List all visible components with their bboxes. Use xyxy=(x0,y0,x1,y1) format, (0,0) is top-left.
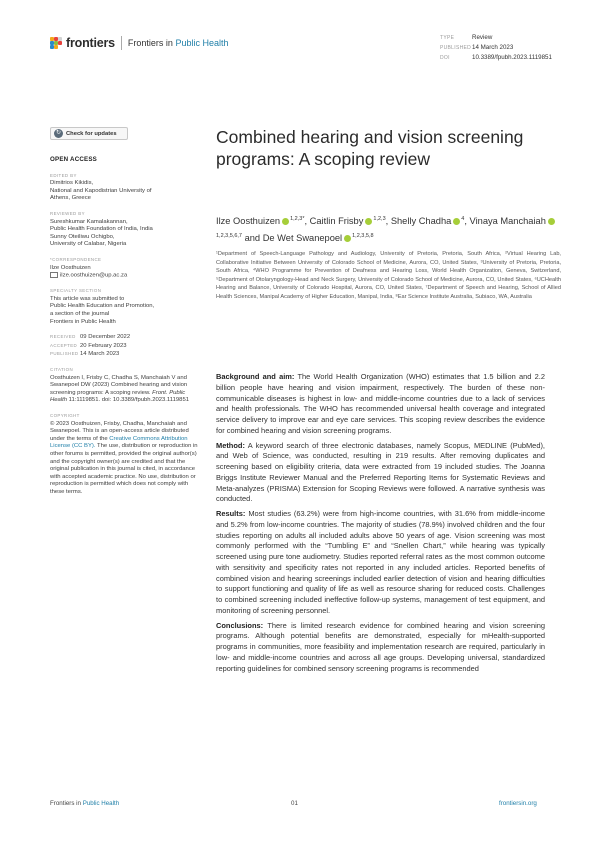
citation-part: 11:1119851. doi: 10.3389/fpubh.2023.1119851 xyxy=(68,397,189,404)
correspondence-block xyxy=(50,256,200,280)
divider xyxy=(121,36,122,50)
copyright-text xyxy=(50,421,200,497)
footer-journal[interactable] xyxy=(50,800,119,807)
author-affiliation-marker: 1,2,3* xyxy=(290,216,305,222)
meta-value: Review xyxy=(472,34,493,41)
affiliations: ¹Department of Speech-Language Pathology and Audiology, University of Pretoria, Pretoria, South Africa, ²Virtual Hearing Lab, Collaborative Initiative Between University of Colorado School of Medicine, Aurora, CO, United States, ³University of Pretoria, Pretoria, South Africa, ⁴WHO Programme for Prevention of Deafness and Hearing Loss, World Health Organization, Geneva, Switzerland, ⁵Department of Otolaryngology-Head and Neck Surgery, University of Colorado School of Medicine, Aurora, CO, United States, ⁶UCHealth Hearing and Balance, University of Colorado Hospital, Aurora, CO, United States, ⁷Department of Speech and Hearing, School of Allied Health Sciences, Manipal Academy of Higher Education, Manipal, India, ⁸Ear Science Institute Australia, Subiaco, WA, Australia xyxy=(216,251,561,300)
reviewer-line: University of Calabar, Nigeria xyxy=(50,241,127,248)
author-affiliation-marker: 4 xyxy=(461,216,465,222)
date-accepted: 20 February 2023 xyxy=(80,342,127,349)
author-affiliation-marker: 1,2,3 xyxy=(373,216,386,222)
correspondence-name: Ilze Oosthuizen xyxy=(50,264,91,271)
meta-value: 14 March 2023 xyxy=(472,44,514,51)
reviewed-by-block xyxy=(50,210,200,249)
check-for-updates-button[interactable] xyxy=(50,127,128,140)
author-separator: , xyxy=(464,216,467,227)
specialty-line: a section of the journal xyxy=(50,311,110,318)
specialty-line: Public Health Education and Promotion, xyxy=(50,303,155,310)
abstract-text: There is limited research evidence for combined hearing and vision screening programs. Although potential benefits are demonstrated, especially for mHealth-supported programs in communities, more feasibility and implementation research are required, particularly in low- and middle-income countries and across all age groups. Developing universal, standardized reporting guidelines for combined sensory screening programs is recommended xyxy=(216,620,546,673)
orcid-icon[interactable] xyxy=(282,218,289,225)
footer-journal-name: Public Health xyxy=(82,800,120,807)
author-name: Ilze Oosthuizen xyxy=(216,216,281,227)
orcid-icon[interactable] xyxy=(344,235,351,242)
edited-by-block xyxy=(50,172,200,203)
abstract-conclusions xyxy=(216,621,545,675)
open-access-label: OPEN ACCESS xyxy=(50,156,98,163)
section-label: REVIEWED BY xyxy=(50,210,85,216)
date-label: ACCEPTED xyxy=(50,342,78,348)
orcid-icon[interactable] xyxy=(365,218,372,225)
article-meta xyxy=(440,33,552,63)
abstract-text: The World Health Organization (WHO) estimates that 1.5 billion and 2.2 billion people have hearing and vision impairment, respectively. The burden of these non-communicable diseases is highest in low- and middle-income countries due to a lack of services and health professionals. The WHO has recommended universal health coverage and integrated service delivery to improve ear and eye care services. This scoping review describes the evidence for combined hearing and vision screening programs. xyxy=(216,372,546,435)
abstract-method xyxy=(216,441,545,506)
copyright-block xyxy=(50,412,200,497)
page-number: 01 xyxy=(291,800,298,807)
author-list xyxy=(216,212,561,246)
abstract-heading: Results: xyxy=(216,509,246,518)
citation-part: Oosthuizen I, Frisby C, Chadha S, Manchaiah V and Swanepoel DW (2023) Combined hearing and vision screening programs: A scoping review. xyxy=(50,374,188,396)
brand-name: frontiers xyxy=(66,36,115,50)
journal-name[interactable] xyxy=(128,38,229,48)
editor-line: Athens, Greece xyxy=(50,195,91,202)
section-label: CITATION xyxy=(50,367,74,373)
editor-line: Dimitrios Kikidis, xyxy=(50,180,94,187)
footer-website-link[interactable]: frontiersin.org xyxy=(499,800,537,807)
citation-block xyxy=(50,366,200,405)
author-name: De Wet Swanepoel xyxy=(262,233,343,244)
correspondence-email[interactable]: ilze.oosthuizen@up.ac.za xyxy=(60,272,128,279)
citation-journal: Front. Public Health xyxy=(50,389,186,404)
meta-label: PUBLISHED xyxy=(440,45,472,51)
dates-block xyxy=(50,333,200,359)
doi-link[interactable]: 10.3389/fpubh.2023.1119851 xyxy=(472,54,552,61)
author-separator: , xyxy=(304,216,308,227)
date-received: 09 December 2022 xyxy=(80,334,131,341)
citation-text xyxy=(50,375,200,405)
meta-published xyxy=(440,43,552,53)
specialty-line: This article was submitted to xyxy=(50,295,125,302)
article-title: Combined hearing and vision screening programs: A scoping review xyxy=(216,127,524,169)
meta-label: DOI xyxy=(440,55,450,61)
date-label: PUBLISHED xyxy=(50,351,79,357)
author[interactable] xyxy=(391,216,467,226)
section-label: EDITED BY xyxy=(50,172,77,178)
abstract-results xyxy=(216,509,545,617)
publisher-logo[interactable] xyxy=(50,36,228,50)
orcid-icon[interactable] xyxy=(453,218,460,225)
correspondence-email-row[interactable] xyxy=(50,272,200,280)
author[interactable] xyxy=(310,216,389,226)
specialty-block xyxy=(50,287,200,326)
author-name: Vinaya Manchaiah xyxy=(469,216,546,227)
article-sidebar xyxy=(50,156,200,504)
copyright-part: © 2023 Oosthuizen, Frisby, Chadha, Manchaiah and Swanepoel. This is an open-access article distributed under the terms of the xyxy=(50,420,189,442)
meta-doi xyxy=(440,53,552,63)
author-separator: and xyxy=(242,233,261,244)
check-for-updates-label: Check for updates xyxy=(66,130,117,137)
author-name: Caitlin Frisby xyxy=(309,216,364,227)
reviewer-line: Sunny Oteiliwu Ochigbo, xyxy=(50,233,115,240)
section-label: SPECIALTY SECTION xyxy=(50,288,102,294)
license-link[interactable]: Creative Commons Attribution License (CC BY). xyxy=(50,435,188,450)
section-label: *CORRESPONDENCE xyxy=(50,256,102,262)
journal-prefix: Frontiers in xyxy=(127,38,173,48)
reviewer-line: Public Health Foundation of India, India xyxy=(50,226,153,233)
refresh-icon: ↻ xyxy=(55,130,62,136)
author-affiliation-marker: 1,2,3,5,8 xyxy=(352,233,374,240)
reviewer-line: Sureshkumar Kamalakannan, xyxy=(50,218,128,225)
journal-title: Public Health xyxy=(175,38,229,48)
author-separator: , xyxy=(385,216,389,227)
meta-type xyxy=(440,33,552,43)
mail-icon xyxy=(50,272,58,278)
footer-journal-prefix: Frontiers in xyxy=(50,800,81,807)
date-published: 14 March 2023 xyxy=(80,351,120,358)
frontiers-logo-icon xyxy=(50,37,62,49)
section-label: COPYRIGHT xyxy=(50,413,80,418)
copyright-part: The use, distribution or reproduction in other forums is permitted, provided the original author(s) and the copyright owner(s) are credited and that the original publication in this journal is cited, in accordance with accepted academic practice. No use, distribution or reproduction is permitted which does not comply with these terms. xyxy=(50,443,198,495)
abstract-heading: Conclusions: xyxy=(216,620,264,630)
author-name: Shelly Chadha xyxy=(390,216,452,227)
author-affiliation-marker: 1,2,3,5,6,7 xyxy=(216,233,242,240)
date-label: RECEIVED xyxy=(50,334,76,340)
editor-line: National and Kapodistrian University of xyxy=(50,187,152,194)
abstract-heading: Background and aim: xyxy=(216,372,295,381)
abstract-heading: Method: xyxy=(216,440,245,450)
abstract-text: Most studies (63.2%) were from high-income countries, with 31.6% from middle-income and 5.2% from low-income countries. The majority of studies (78.9%) involved children and the four studies reporting on adults all included adults above 50 years of age. Vision screening was most commonly performed with the “Tumbling E” and “Snellen Chart,” while hearing was typically screened using pure tone audiometry. Studies reported referral rates as the most common outcome with sensitivity and specificity rates not reported in any included articles. Reported benefits of combined vision and hearing screenings included earlier detection of vision and hearing difficulties to support functioning and quality of life as well as resource sharing for reduced costs. Challenges to combined screening included ineffective follow-up systems, management of test equipment, and monitoring of screening personnel. xyxy=(216,509,545,615)
abstract xyxy=(216,372,545,678)
orcid-icon[interactable] xyxy=(548,218,555,225)
specialty-line: Frontiers in Public Health xyxy=(50,318,116,325)
author[interactable] xyxy=(216,216,307,226)
meta-label: TYPE xyxy=(440,35,455,41)
abstract-text: A keyword search of three electronic databases, namely Scopus, MEDLINE (PubMed), and Web of Science, was conducted, resulting in 219 results. After removing duplicates and screening based on eligibility criteria, data were extracted from 19 included studies. The Joanna Briggs Institute Reviewer Manual and the Preferred Reporting Items for Systematic Reviews and Meta-analyzes (PRISMA) Extension for Scoping Reviews were followed. A narrative synthesis was conducted. xyxy=(216,440,545,504)
abstract-background xyxy=(216,372,545,437)
author[interactable] xyxy=(263,233,374,243)
